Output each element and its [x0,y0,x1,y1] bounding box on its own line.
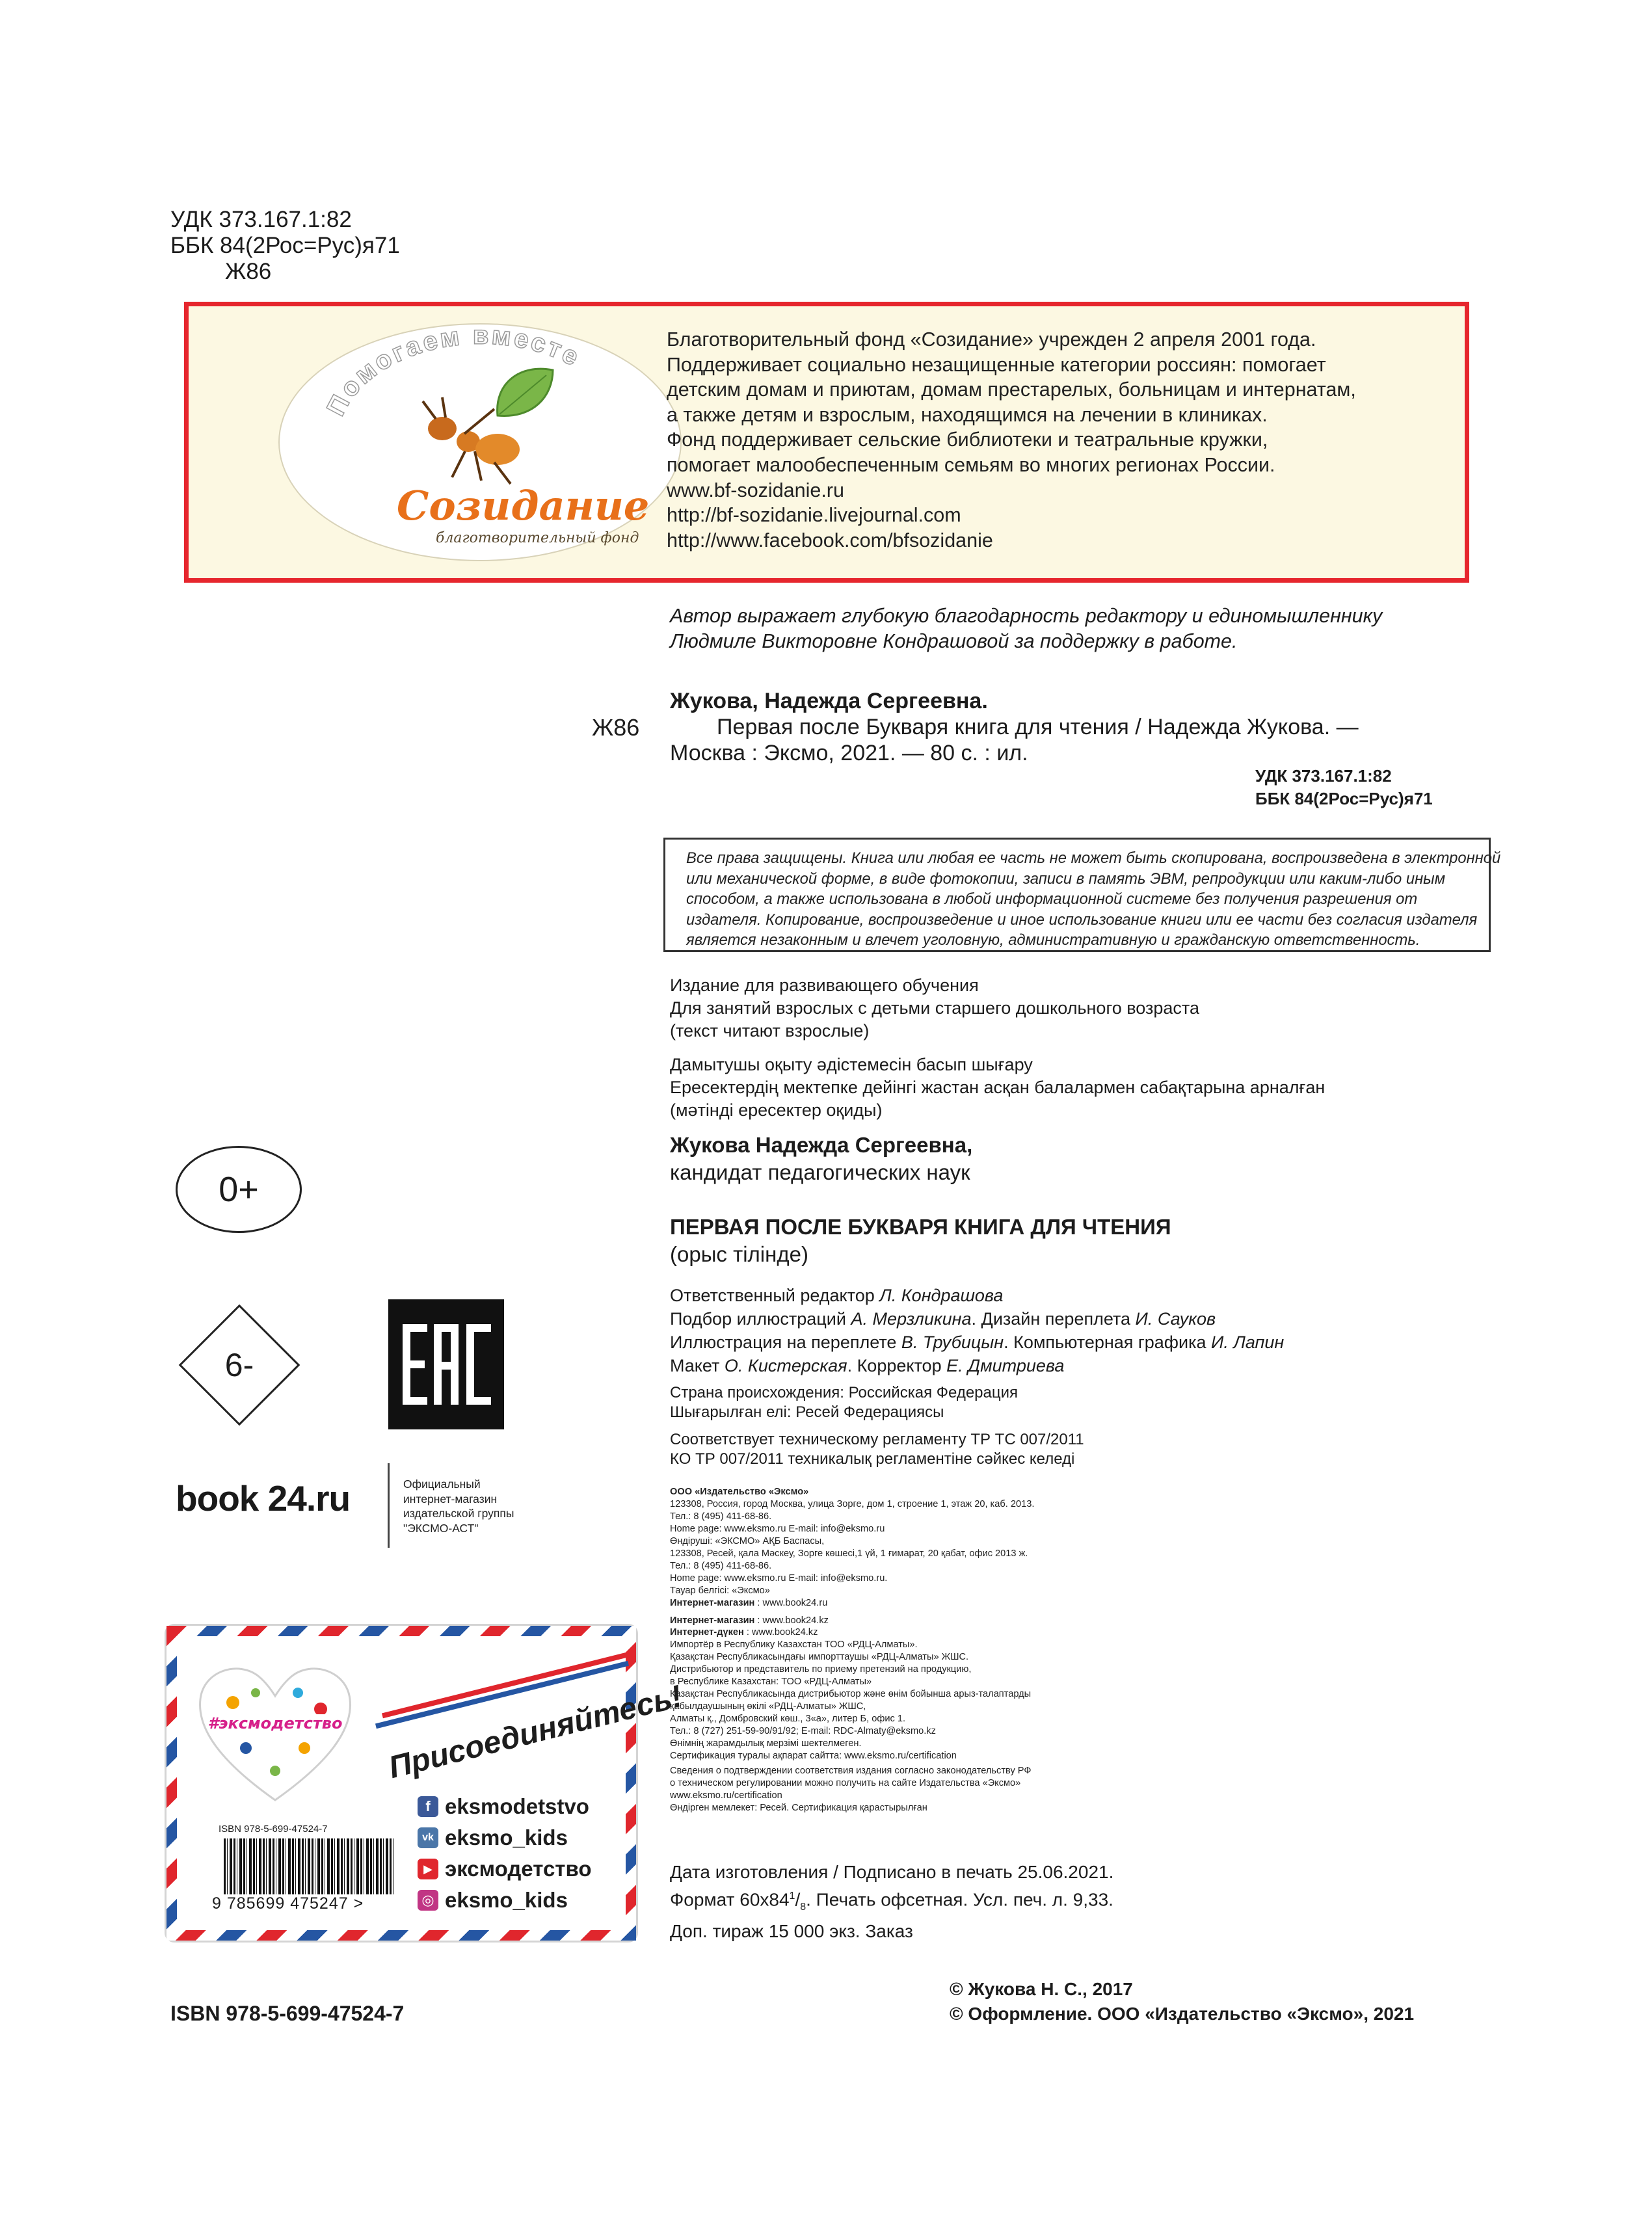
publisher-line: Интернет-дүкен : www.book24.kz [670,1627,818,1638]
age-rating-circle: 0+ [176,1146,302,1233]
barcode [212,1824,401,1928]
country-of-origin [670,1383,1018,1422]
author-name: Жукова Надежда Сергеевна, [670,1133,973,1157]
barcode-digits: 9 785699 475247 > [212,1894,364,1913]
fund-line: а также детям и взрослым, находящимся на лечении в клиниках. [667,403,1268,426]
edition-info-ru [670,974,1199,1042]
logo-arc-text: Помогаем вместе [321,325,586,421]
print-info [670,1860,1113,1943]
acknowledgement-line: Людмиле Викторовне Кондрашовой за поддержку в работе. [670,630,1238,652]
fund-line: Поддерживает социально незащищенные категории россиян: помогает [667,353,1326,376]
biblio-author-mark: Ж86 [592,714,640,741]
rights-line: является незаконным и влечет уголовную, административную и гражданскую ответственность. [686,931,1420,949]
social-youtube[interactable]: ▶ эксмодетство [418,1853,591,1885]
copyright-line: © Жукова Н. С., 2017 [950,1979,1133,1999]
publisher-info [670,1486,1164,1814]
publisher-line: 123308, Россия, город Москва, улица Зорге, дом 1, строение 1, этаж 20, каб. 2013. [670,1498,1035,1509]
print-date: Дата изготовления / Подписано в печать 25.06.2021. [670,1862,1114,1882]
publisher-line: Тел.: 8 (495) 411-68-86. [670,1560,772,1571]
regulation-line: КО ТР 007/2011 техникалық регламентіне сәйкес келеді [670,1450,1075,1468]
envelope-body [177,1636,686,1930]
fund-livejournal-link[interactable]: http://bf-sozidanie.livejournal.com [667,504,961,527]
copyright-notice-box [663,838,1501,952]
publisher-line: Өндірген мемлекет: Ресей. Сертификация қарастырылған [670,1802,927,1813]
publisher-line: Тауар белгісі: «Эксмо» [670,1585,770,1596]
publisher-line: Home page: www.eksmo.ru E-mail: info@eksmo.ru [670,1523,885,1534]
charity-fund-box [184,302,1469,583]
book24-caption: Официальный интернет-магазин издательской группы "ЭКСМО-АСТ" [403,1478,514,1535]
biblio-title-line: Первая после Букваря книга для чтения / Надежда Жукова. — [717,715,1359,739]
author-mark: Ж86 [225,259,272,284]
bbk-code: ББК 84(2Рос=Рус)я71 [170,233,400,258]
heart-icon [194,1657,356,1807]
barcode-isbn: ISBN 978-5-699-47524-7 [219,1824,328,1835]
publisher-line: Тел.: 8 (727) 251-59-90/91/92; E-mail: RDC-Almaty@eksmo.kz [670,1726,936,1737]
publisher-line: Өнімнің жарамдылық мерзімі шектелмеген. [670,1738,862,1749]
tech-regulation [670,1430,1084,1469]
publisher-line: www.eksmo.ru/certification [670,1790,782,1801]
edition-line: Ересектердің мектепке дейінгі жастан асқан балалармен сабақтарына арналған [670,1078,1326,1097]
biblio-classification [1255,765,1433,810]
fund-line: Фонд поддерживает сельские библиотеки и театральные кружки, [667,429,1268,451]
edition-line: Дамытушы оқыту әдістемесін басып шығару [670,1055,1033,1074]
publisher-line: қабылдаушының өкілі «РДЦ-Алматы» ЖШС, [670,1701,866,1712]
logo-name: Созидание [397,482,650,529]
biblio-udk: УДК 373.167.1:82 [1255,766,1392,786]
author-block [670,1132,972,1186]
country-line: Шығарылған елі: Ресей Федерациясы [670,1403,944,1421]
title-block [670,1213,1171,1268]
age-rating-label: 6- [224,1347,254,1383]
fund-description [667,327,1447,553]
publisher-name: ООО «Издательство «Эксмо» [670,1487,809,1497]
publisher-line: о техническом регулировании можно получить на сайте Издательства «Эксмо» [670,1777,1021,1788]
sozidanie-logo [278,323,682,561]
heart-hashtag: #эксмодетство [207,1714,343,1732]
print-format: Формат $60х84^1/_8$. Печать офсетная. Усл. печ. л. 9,33. [670,1889,1113,1913]
logo-subtitle: благотворительный фонд [436,530,639,546]
publisher-line: Алматы қ., Домбровский көш., 3«а», литер Б, офис 1. [670,1714,906,1725]
publisher-line: Сведения о подтверждении соответствия издания согласно законодательству РФ [670,1765,1032,1776]
book-language: (орыс тілінде) [670,1242,808,1266]
credits [670,1284,1284,1377]
rights-line: или механической форме, в виде фотокопии, записи в память ЭВМ, репродукции или каким-либо иным [686,869,1446,888]
print-run: Доп. тираж 15 000 экз. Заказ [670,1920,913,1941]
bibliographic-record [670,688,1359,766]
eac-certification-icon [388,1299,504,1429]
publisher-line: 123308, Ресей, қала Мәскеу, Зорге көшесі,1 үй, 1 ғимарат, 20 қабат, офис 2013 ж. [670,1548,1028,1559]
biblio-author: Жукова, Надежда Сергеевна. [670,689,988,713]
copyright-line: © Оформление. ООО «Издательство «Эксмо», 2021 [950,2004,1415,2024]
rights-line: Все права защищены. Книга или любая ее часть не может быть скопирована, воспроизведена в электронной [686,849,1501,867]
book24-logo[interactable]: book 24.ru [176,1478,351,1518]
eac-glyph [388,1299,504,1429]
rights-line: издателя. Копирование, воспроизведение и иное использование книги или ее части без согласия издателя [686,910,1478,929]
age-rating-diamond [177,1303,302,1427]
biblio-bbk: ББК 84(2Рос=Рус)я71 [1255,789,1433,808]
publisher-line: Home page: www.eksmo.ru E-mail: info@eksmo.ru. [670,1572,888,1584]
fund-facebook-link[interactable]: http://www.facebook.com/bfsozidanie [667,529,993,551]
join-heading: Присоединяйтесь! [385,1678,686,1786]
publisher-line: Өндіруші: «ЭКСМО» АҚБ Баспасы, [670,1535,825,1546]
acknowledgement-line: Автор выражает глубокую благодарность редактору и единомышленнику [670,605,1383,627]
social-links [418,1791,591,1916]
edition-line: Для занятий взрослых с детьми старшего дошкольного возраста [670,998,1199,1018]
youtube-icon: ▶ [418,1859,438,1879]
credit-line: Макет О. Кистерская. Корректор Е. Дмитриева [670,1356,1065,1375]
udk-header [170,207,400,285]
sozidanie-logo-art [280,325,683,563]
social-vk[interactable]: vk eksmo_kids [418,1822,591,1853]
acknowledgement [670,603,1382,654]
publisher-line: Импортёр в Республику Казахстан ТОО «РДЦ-Алматы». [670,1639,918,1651]
publisher-line: Қазақстан Республикасындағы импорттаушы «РДЦ-Алматы» ЖШС. [670,1652,969,1663]
edition-line: Издание для развивающего обучения [670,975,979,995]
instagram-icon: ◎ [418,1890,438,1911]
fund-line: Благотворительный фонд «Созидание» учрежден 2 апреля 2001 года. [667,328,1316,351]
edition-info-kz [670,1054,1325,1122]
biblio-imprint-line: Москва : Эксмо, 2021. — 80 с. : ил. [670,741,1028,765]
isbn: ISBN 978-5-699-47524-7 [170,2002,405,2025]
author-degree: кандидат педагогических наук [670,1160,970,1184]
book-title: ПЕРВАЯ ПОСЛЕ БУКВАРЯ КНИГА ДЛЯ ЧТЕНИЯ [670,1215,1171,1239]
credit-line: Иллюстрация на переплете В. Трубицын. Компьютерная графика И. Лапин [670,1333,1285,1352]
udk-code: УДК 373.167.1:82 [170,207,352,232]
leaf-icon [498,369,553,416]
publisher-line: Тел.: 8 (495) 411-68-86. [670,1511,772,1522]
regulation-line: Соответствует техническому регламенту ТР ТС 007/2011 [670,1431,1084,1448]
publisher-line: в Республике Казахстан: ТОО «РДЦ-Алматы» [670,1677,872,1688]
vk-icon: vk [418,1827,438,1848]
publisher-line: Дистрибьютор и представитель по приему претензий на продукцию, [670,1664,972,1675]
country-line: Страна происхождения: Российская Федерация [670,1384,1019,1401]
rights-line: способом, а также использована в любой информационной системе без получения разрешения от [686,890,1418,908]
airmail-envelope [167,1626,686,1941]
edition-line: (мәтінді ересектер оқиды) [670,1100,883,1120]
edition-line: (текст читают взрослые) [670,1021,870,1041]
fund-line: помогает малообеспеченным семьям во многих регионах России. [667,453,1275,476]
facebook-icon: f [418,1796,438,1817]
divider [388,1463,390,1548]
fund-website-link[interactable]: www.bf-sozidanie.ru [667,479,844,501]
publisher-line: Қазақстан Республикасында дистрибьютор және өнім бойынша арыз-талаптарды [670,1689,1032,1700]
publisher-line: Сертификация туралы ақпарат сайтта: www.eksmo.ru/certification [670,1751,957,1762]
social-instagram[interactable]: ◎ eksmo_kids [418,1885,591,1916]
publisher-line: Интернет-магазин : www.book24.kz [670,1615,829,1626]
copyright [950,1977,1414,2026]
publisher-line: Интернет-магазин : www.book24.ru [670,1597,828,1608]
fund-line: детским домам и приютам, домам престарелых, больницам и интернатам, [667,378,1356,401]
social-facebook[interactable]: f eksmodetstvo [418,1791,591,1822]
barcode-bars [224,1838,394,1894]
credit-line: Подбор иллюстраций А. Мерзликина. Дизайн переплета И. Сауков [670,1309,1216,1329]
credit-line: Ответственный редактор Л. Кондрашова [670,1286,1004,1305]
